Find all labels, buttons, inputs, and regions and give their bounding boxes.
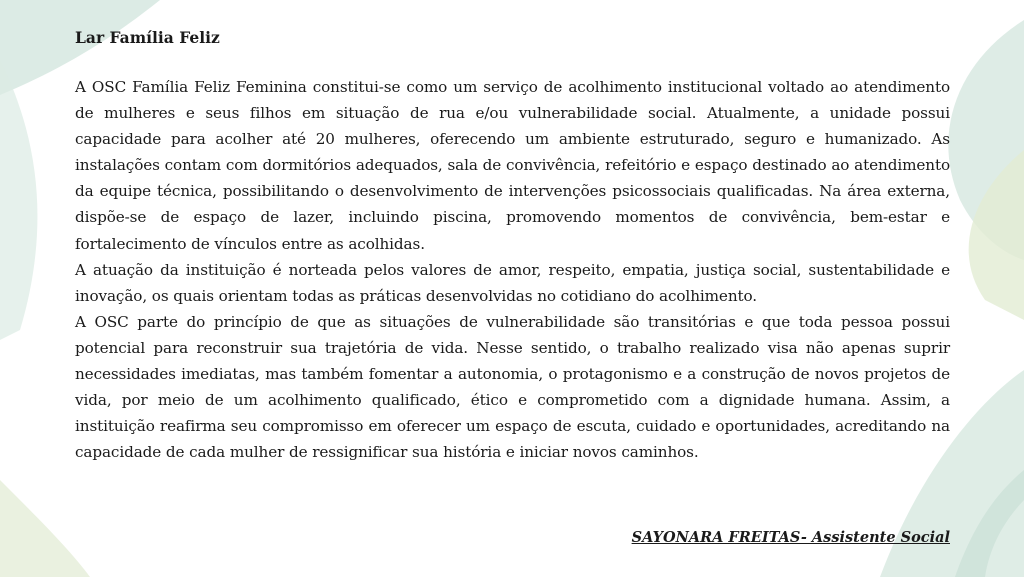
document-body bbox=[75, 28, 950, 465]
signature-line: SAYONARA FREITAS- Assistente Social bbox=[631, 529, 950, 546]
paragraph-values: A atuação da instituição é norteada pelos valores de amor, respeito, empatia, justiça social, sustentabilidade e inovação, os quais orientam todas as práticas desenvolvidas no cotidiano do acolhimento. bbox=[75, 260, 950, 305]
document-title: Lar Família Feliz bbox=[75, 28, 220, 47]
paragraph-principles: A OSC parte do princípio de que as situações de vulnerabilidade são transitórias e que toda pessoa possui potencial para reconstruir sua trajetória de vida. Nesse sentido, o trabalho realizado visa não apenas suprir necessidades imediatas, mas também fomentar a autonomia, o protagonismo e a construção de novos projetos de vida, por meio de um acolhimento qualificado, ético e comprometido com a dignidade humana. Assim, a instituição reafirma seu compromisso em oferecer um espaço de escuta, cuidado e oportunidades, acreditando na capacidade de cada mulher de ressignificar sua história e iniciar novos caminhos. bbox=[75, 312, 950, 462]
ribbon-bottom-left bbox=[0, 480, 90, 577]
paragraph-intro: A OSC Família Feliz Feminina constitui-se como um serviço de acolhimento institucional voltado ao atendimento de mulheres e seus filhos em situação de rua e/ou vulnerabilidade social. Atualmente, a unidade possui capacidade para acolher até 20 mulheres, oferecendo um ambiente estruturado, seguro e humanizado. As instalações contam com dormitórios adequados, sala de convivência, refeitório e espaço destinado ao atendimento da equipe técnica, possibilitando o desenvolvimento de intervenções psicossociais qualificadas. Na área externa, dispõe-se de espaço de lazer, incluindo piscina, promovendo momentos de convivência, bem-estar e fortalecimento de vínculos entre as acolhidas. bbox=[75, 78, 950, 253]
ribbon-left-band bbox=[0, 60, 37, 340]
